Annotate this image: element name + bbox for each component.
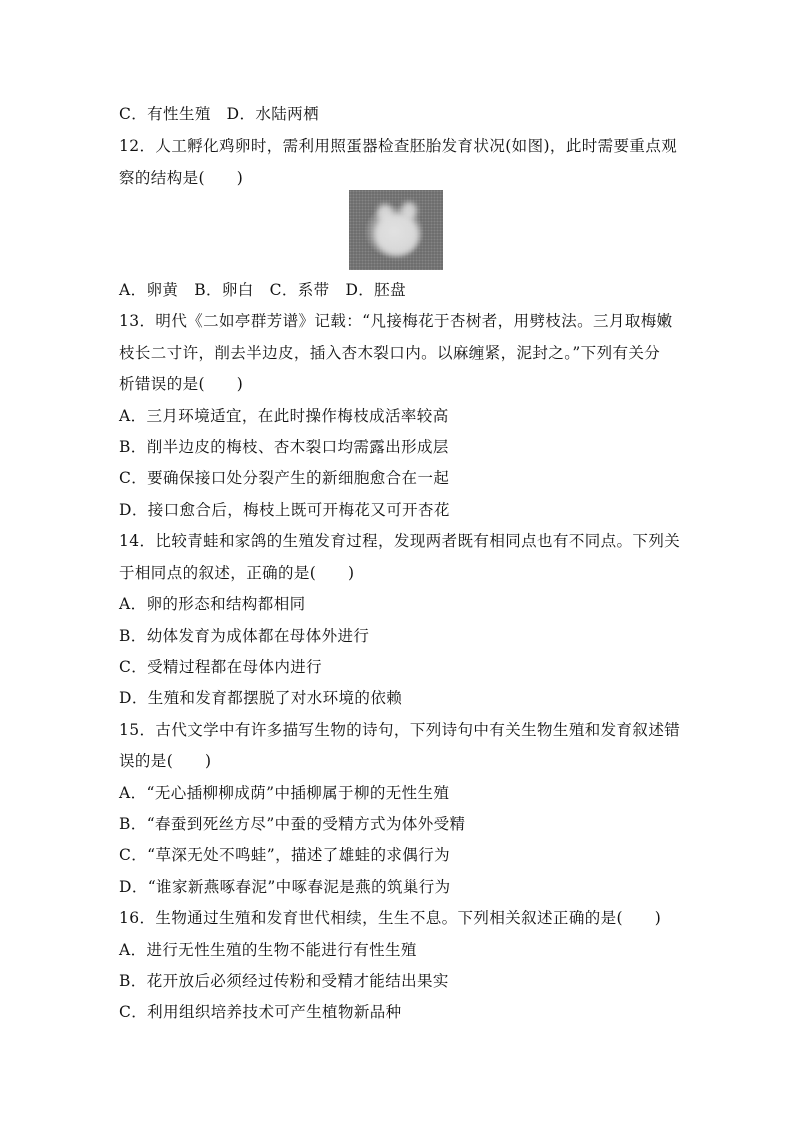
text-line: B．削半边皮的梅枝、杏木裂口均需露出形成层	[119, 438, 449, 456]
text-line: A．三月环境适宜，在此时操作梅枝成活率较高	[119, 407, 449, 425]
text-line: C．有性生殖 D．水陆两栖	[119, 105, 319, 123]
text-line: 12．人工孵化鸡卵时，需利用照蛋器检查胚胎发育状况(如图)，此时需要重点观	[119, 137, 678, 155]
text-line: D．生殖和发育都摆脱了对水环境的依赖	[119, 689, 403, 707]
text-line: 16．生物通过生殖和发育世代相续，生生不息。下列相关叙述正确的是( )	[119, 909, 662, 927]
text-line: A．卵的形态和结构都相同	[119, 595, 306, 613]
text-line: 于相同点的叙述，正确的是( )	[119, 564, 355, 582]
egg-candling-image	[349, 190, 443, 270]
text-line: C．受精过程都在母体内进行	[119, 658, 323, 676]
text-line: A．“无心插柳柳成荫”中插柳属于柳的无性生殖	[119, 784, 450, 802]
text-line: D．接口愈合后，梅枝上既可开梅花又可开杏花	[119, 501, 450, 519]
text-line: 14．比较青蛙和家鸽的生殖发育过程，发现两者既有相同点也有不同点。下列关	[119, 532, 681, 550]
text-line: B．“春蚕到死丝方尽”中蚕的受精方式为体外受精	[119, 815, 466, 833]
text-line: D．“谁家新燕啄春泥”中啄春泥是燕的筑巢行为	[119, 878, 451, 896]
text-line: 察的结构是( )	[119, 169, 244, 187]
text-line: 13．明代《二如亭群芳谱》记载：“凡接梅花于杏树者，用劈枝法。三月取梅嫩	[119, 312, 673, 330]
text-line: C．“草深无处不鸣蛙”，描述了雄蛙的求偶行为	[119, 846, 451, 864]
text-line: A．进行无性生殖的生物不能进行有性生殖	[119, 941, 417, 959]
text-line: C．要确保接口处分裂产生的新细胞愈合在一起	[119, 469, 450, 487]
text-line: C．利用组织培养技术可产生植物新品种	[119, 1003, 402, 1021]
text-line: 析错误的是( )	[119, 375, 244, 393]
text-line: 误的是( )	[119, 752, 212, 770]
text-line: B．花开放后必须经过传粉和受精才能结出果实	[119, 972, 449, 990]
text-line: A．卵黄 B．卵白 C．系带 D．胚盘	[119, 281, 406, 299]
egg-highlight	[375, 214, 419, 256]
text-line: 枝长二寸许，削去半边皮，插入杏木裂口内。以麻缠紧，泥封之。”下列有关分	[119, 344, 661, 362]
text-line: 15．古代文学中有许多描写生物的诗句，下列诗句中有关生物生殖和发育叙述错	[119, 721, 681, 739]
text-line: B．幼体发育为成体都在母体外进行	[119, 627, 370, 645]
